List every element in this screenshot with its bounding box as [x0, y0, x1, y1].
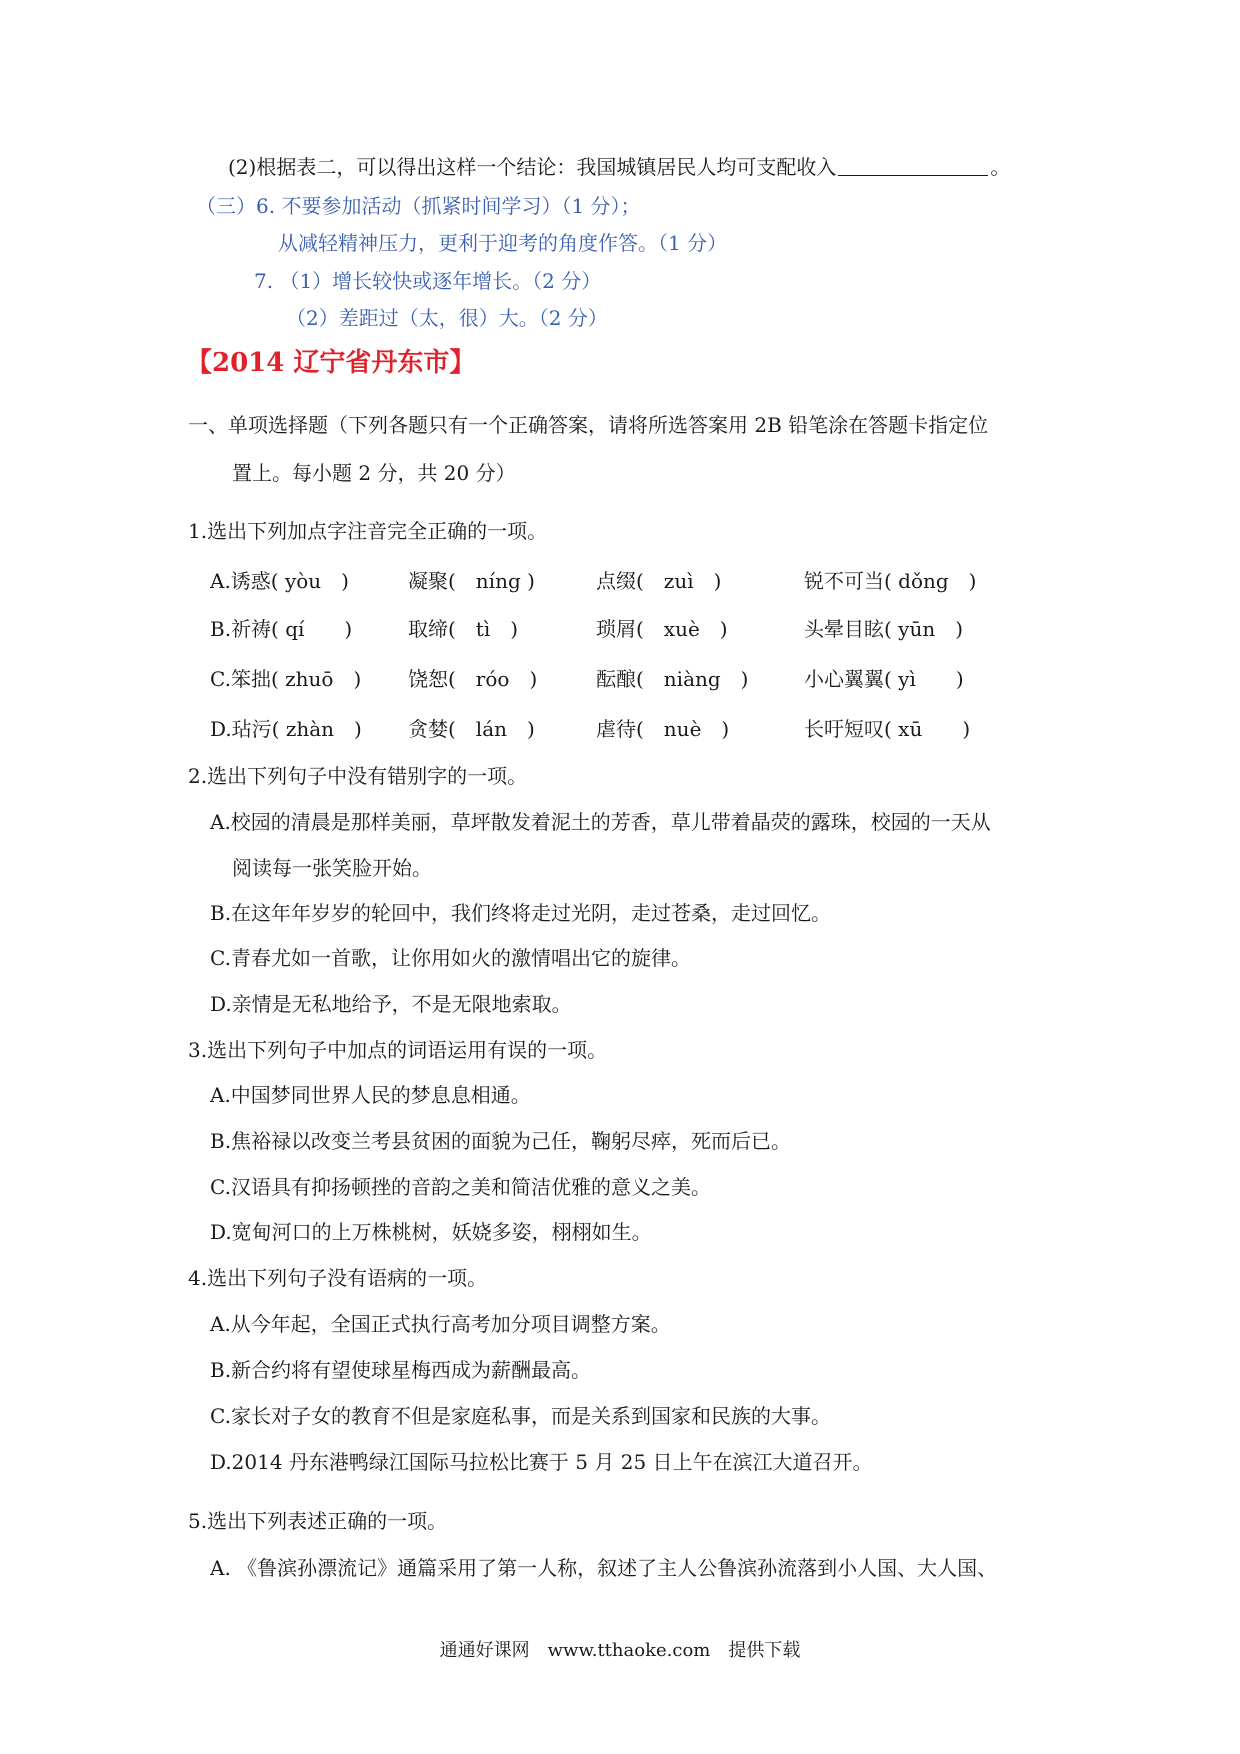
- q2-option-a-line-1: A.校园的清晨是那样美丽，草坪散发着泥土的芳香，草儿带着晶荧的露珠，校园的一天从: [210, 810, 991, 834]
- q3-option-a: A.中国梦同世界人民的梦息息相通。: [210, 1083, 531, 1107]
- q1-option-d-item-3: 虐待( nuè ): [596, 717, 730, 741]
- q1-option-c-item-4: 小心翼翼( yì ): [804, 667, 964, 691]
- answer-7-line-1: 7. （1）增长较快或逐年增长。（2 分）: [254, 269, 602, 293]
- q1-option-a-item-2: 凝聚( níng ): [408, 569, 535, 593]
- q1-option-b-item-4: 头晕目眩( yūn ): [804, 617, 964, 641]
- q1-option-c-item-3: 酝酿( niàng ): [596, 667, 749, 691]
- page-footer: 通通好课网 www.tthaoke.com 提供下载: [439, 1640, 801, 1661]
- q3-option-d: D.宽甸河口的上万株桃树，妖娆多姿，栩栩如生。: [210, 1220, 652, 1244]
- q2-option-d: D.亲情是无私地给予，不是无限地索取。: [210, 992, 572, 1016]
- q4-stem: 4.选出下列句子没有语病的一项。: [188, 1266, 488, 1290]
- q1-option-c-item-1: C.笨拙( zhuō ): [210, 667, 362, 691]
- q1-option-c-item-2: 饶恕( róo ): [408, 667, 538, 691]
- q2-stem: 2.选出下列句子中没有错别字的一项。: [188, 764, 528, 788]
- q2-option-b: B.在这年年岁岁的轮回中，我们终将走过光阴，走过苍桑，走过回忆。: [210, 901, 832, 925]
- q4-option-d: D.2014 丹东港鸭绿江国际马拉松比赛于 5 月 25 日上午在滨江大道召开。: [210, 1450, 873, 1474]
- q2-conclusion-line: [228, 154, 1010, 180]
- q1-option-b-item-3: 琐屑( xuè ): [596, 617, 728, 641]
- q1-option-a-item-4: 锐不可当( dǒng ): [804, 569, 977, 593]
- q1-option-a-item-1: A.诱惑( yòu ): [210, 569, 349, 593]
- q1-option-b-item-1: B.祈祷( qí ): [210, 617, 353, 641]
- part1-heading-line-1: 一、单项选择题（下列各题只有一个正确答案，请将所选答案用 2B 铅笔涂在答题卡指定位: [188, 413, 989, 437]
- q1-option-a-item-3: 点缀( zuì ): [596, 569, 722, 593]
- answer-6-line-1: （三）6. 不要参加活动（抓紧时间学习）（1 分）；: [196, 194, 641, 218]
- q4-option-a: A.从今年起，全国正式执行高考加分项目调整方案。: [210, 1312, 671, 1336]
- q4-option-b: B.新合约将有望使球星梅西成为薪酬最高。: [210, 1358, 592, 1382]
- q5-option-a: A. 《鲁滨孙漂流记》通篇采用了第一人称，叙述了主人公鲁滨孙流落到小人国、大人国、: [210, 1556, 998, 1580]
- q1-stem: 1.选出下列加点字注音完全正确的一项。: [188, 519, 548, 543]
- answer-7-line-2: （2）差距过（太，很）大。（2 分）: [286, 306, 608, 330]
- part1-heading-line-2: 置上。每小题 2 分，共 20 分）: [232, 461, 516, 485]
- q3-option-c: C.汉语具有抑扬顿挫的音韵之美和简洁优雅的意义之美。: [210, 1175, 711, 1199]
- q5-stem: 5.选出下列表述正确的一项。: [188, 1509, 448, 1533]
- q2-conclusion-text: (2)根据表二，可以得出这样一个结论：我国城镇居民人均可支配收入: [228, 155, 837, 179]
- q1-option-d-item-4: 长吁短叹( xū ): [804, 717, 971, 741]
- section-title: 【2014 辽宁省丹东市】: [186, 348, 476, 378]
- q2-option-a-line-2: 阅读每一张笑脸开始。: [232, 856, 432, 880]
- q3-option-b: B.焦裕禄以改变兰考县贫困的面貌为己任，鞠躬尽瘁，死而后已。: [210, 1129, 792, 1153]
- q1-option-d-item-2: 贪婪( lán ): [408, 717, 535, 741]
- q2-option-c: C.青春尤如一首歌，让你用如火的激情唱出它的旋律。: [210, 946, 691, 970]
- q1-option-d-item-1: D.玷污( zhàn ): [210, 717, 362, 741]
- q2-conclusion-end: 。: [990, 155, 1011, 179]
- answer-blank[interactable]: [838, 155, 988, 176]
- q1-option-b-item-2: 取缔( tì ): [408, 617, 519, 641]
- q4-option-c: C.家长对子女的教育不但是家庭私事，而是关系到国家和民族的大事。: [210, 1404, 831, 1428]
- answer-6-line-2: 从减轻精神压力，更利于迎考的角度作答。（1 分）: [278, 231, 728, 255]
- q3-stem: 3.选出下列句子中加点的词语运用有误的一项。: [188, 1038, 608, 1062]
